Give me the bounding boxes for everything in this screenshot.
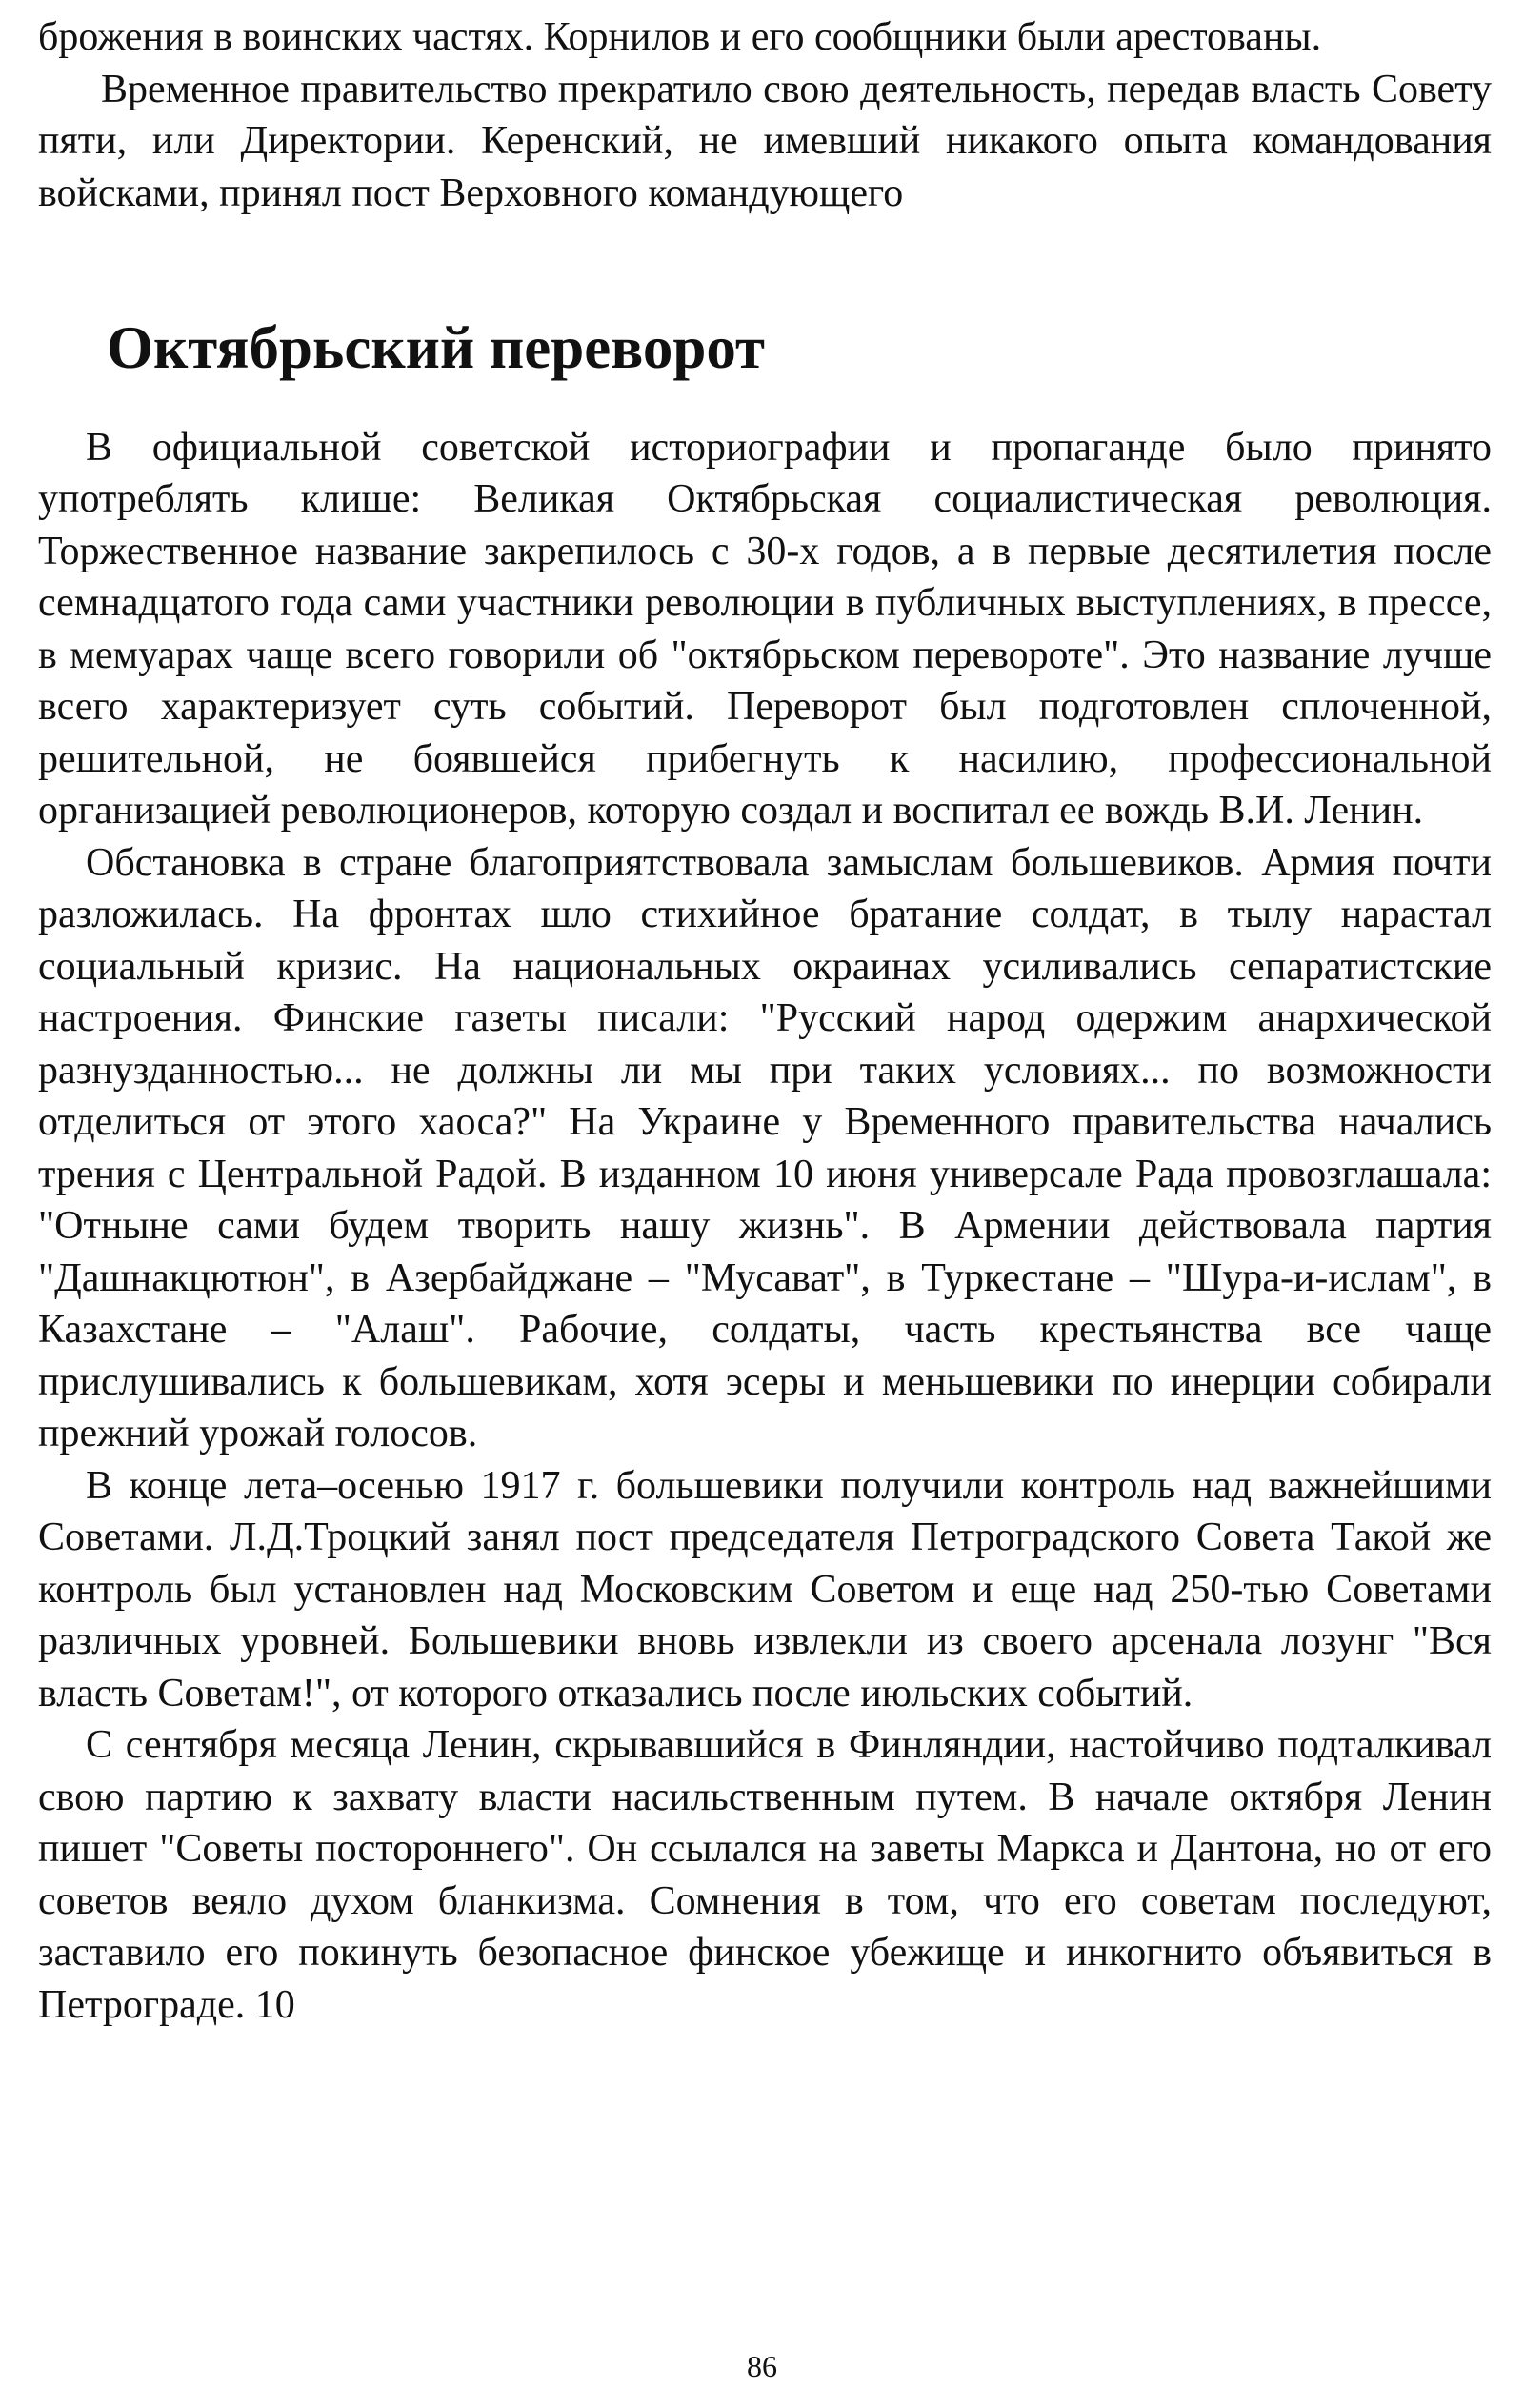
spacer bbox=[38, 374, 1492, 422]
paragraph-historiography: В официальной советской историографии и пропаганде было принято употреблять клише: Великая Октябрьская социалистическая революция. Торжественное название закрепилось с 30-х годов, а в первые десятилетия после семнадцатого года сами участники революции в публичных выступлениях, в прессе, в мемуарах чаще всего говорили об "октябрьском перевороте". Это название лучше всего характеризует суть событий. Переворот был подготовлен сплоченной, решительной, не боявшейся прибегнуть к насилию, профессиональной организацией революционеров, которую создал и воспитал ее вождь В.И. Ленин. bbox=[38, 425, 1492, 833]
paragraph-provisional-government: Временное правительство прекратило свою деятельность, передав власть Совету пяти, или Директории. Керенский, не имевший никакого опыта командования войсками, принял пост Верховного командующего bbox=[38, 67, 1492, 215]
paragraph-continuation: брожения в воинских частях. Корнилов и его сообщники были арестованы. bbox=[38, 15, 1322, 59]
section-heading: Октябрьский переворот bbox=[107, 314, 765, 381]
paragraph-soviets-control: В конце лета–осенью 1917 г. большевики получили контроль над важнейшими Советами. Л.Д.Троцкий занял пост председателя Петроградского Совета Такой же контроль был установлен над Московским Советом и еще над 250-тью Советами различных уровней. Большевики вновь извлекли из своего арсенала лозунг "Вся власть Советам!", от которого отказались после июльских событий. bbox=[38, 1463, 1492, 1716]
document-page bbox=[38, 11, 1492, 2031]
paragraph-situation: Обстановка в стране благоприятствовала замыслам большевиков. Армия почти разложилась. На фронтах шло стихийное братание солдат, в тылу нарастал социальный кризис. На национальных окраинах усиливались сепаратистские настроения. Финские газеты писали: "Русский народ одержим анархической разнузданностью... не должны ли мы при таких условиях... по возможности отделиться от этого хаоса?" На Украине у Временного правительства начались трения с Центральной Радой. В изданном 10 июня универсале Рада провозглашала: "Отныне сами будем творить нашу жизнь". В Армении действовала партия "Дашнакцютюн", в Азербайджане – "Мусават", в Туркестане – "Шура-и-ислам", в Казахстане – "Алаш". Рабочие, солдаты, часть крестьянства все чаще прислушивались к большевикам, хотя эсеры и меньшевики по инерции собирали прежний урожай голосов. bbox=[38, 840, 1492, 1455]
paragraph-lenin-finland: С сентября месяца Ленин, скрывавшийся в Финляндии, настойчиво подталкивал свою партию к захвату власти насильственным путем. В начале октября Ленин пишет "Советы постороннего". Он ссылался на заветы Маркса и Дантона, но от его советов веяло духом бланкизма. Сомнения в том, что его советам последуют, заставило его покинуть безопасное финское убежище и инкогнито объявиться в Петрограде. 10 bbox=[38, 1723, 1492, 2027]
page-number: 86 bbox=[747, 2349, 777, 2383]
spacer bbox=[38, 219, 1492, 322]
